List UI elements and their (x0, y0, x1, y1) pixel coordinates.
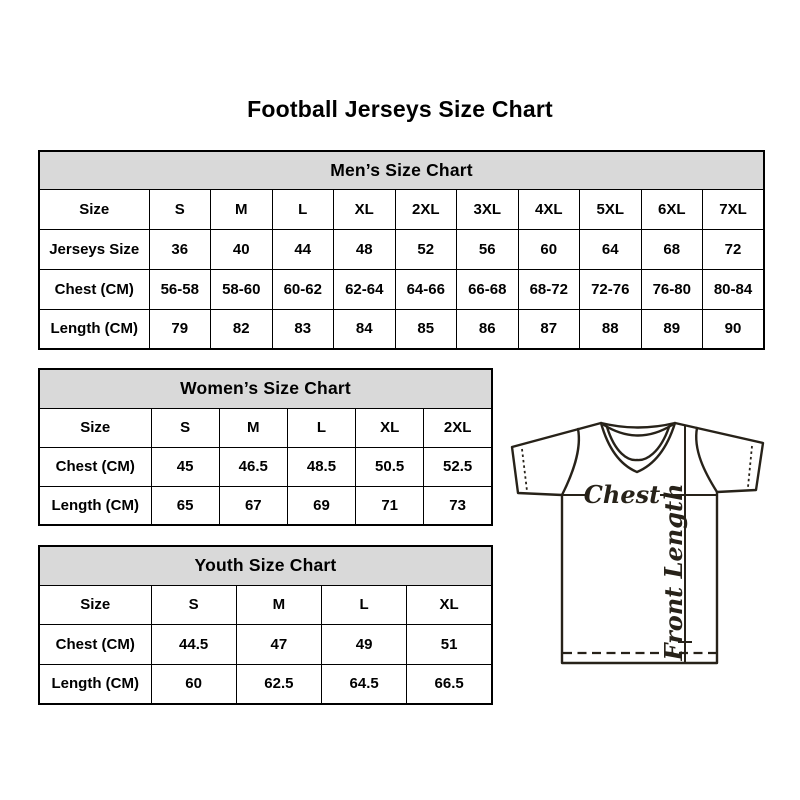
size-cell: 71 (356, 486, 424, 525)
row-label: Size (39, 585, 151, 625)
size-cell: 72 (703, 229, 765, 269)
table-row (39, 229, 764, 269)
size-cell: S (151, 585, 236, 625)
table-row (39, 269, 764, 309)
size-cell: 88 (580, 309, 642, 349)
table-row (39, 625, 492, 665)
size-cell: 84 (334, 309, 396, 349)
size-cell: XL (356, 408, 424, 447)
size-cell: 72-76 (580, 269, 642, 309)
size-cell: 52.5 (424, 447, 492, 486)
size-cell: 48.5 (287, 447, 355, 486)
size-cell: 44 (272, 229, 334, 269)
size-cell: 66.5 (407, 664, 492, 704)
size-cell: 5XL (580, 189, 642, 229)
size-cell: 52 (395, 229, 457, 269)
table-row (39, 585, 492, 625)
size-cell: M (236, 585, 321, 625)
table-row (39, 189, 764, 229)
size-cell: 56-58 (149, 269, 211, 309)
size-cell: 87 (518, 309, 580, 349)
size-cell: M (219, 408, 287, 447)
size-cell: 50.5 (356, 447, 424, 486)
size-cell: 83 (272, 309, 334, 349)
size-cell: 90 (703, 309, 765, 349)
size-cell: L (322, 585, 407, 625)
size-cell: 89 (641, 309, 703, 349)
womens-size-table (38, 368, 493, 526)
men-table-title: Men’s Size Chart (39, 151, 764, 189)
size-cell: 60 (151, 664, 236, 704)
size-cell: 65 (151, 486, 219, 525)
mens-size-table (38, 150, 765, 350)
size-cell: 79 (149, 309, 211, 349)
row-label: Chest (CM) (39, 269, 149, 309)
youth-size-table (38, 545, 493, 705)
size-cell: 68-72 (518, 269, 580, 309)
size-cell: M (211, 189, 273, 229)
table-row (39, 447, 492, 486)
size-cell: L (272, 189, 334, 229)
size-cell: 6XL (641, 189, 703, 229)
size-cell: 47 (236, 625, 321, 665)
size-cell: 64 (580, 229, 642, 269)
size-cell: 56 (457, 229, 519, 269)
table-row (39, 486, 492, 525)
size-cell: 36 (149, 229, 211, 269)
size-cell: 64.5 (322, 664, 407, 704)
size-cell: 80-84 (703, 269, 765, 309)
size-cell: 44.5 (151, 625, 236, 665)
youth-table-title: Youth Size Chart (39, 546, 492, 585)
jersey-outline-icon (512, 423, 763, 663)
size-cell: 4XL (518, 189, 580, 229)
size-cell: 60-62 (272, 269, 334, 309)
front-length-label: Front Length (659, 483, 688, 661)
table-row (39, 664, 492, 704)
size-cell: 68 (641, 229, 703, 269)
size-cell: 62-64 (334, 269, 396, 309)
jersey-measurement-diagram (500, 415, 775, 675)
size-cell: S (151, 408, 219, 447)
size-cell: 48 (334, 229, 396, 269)
size-cell: 46.5 (219, 447, 287, 486)
size-cell: 51 (407, 625, 492, 665)
size-cell: 3XL (457, 189, 519, 229)
size-cell: 82 (211, 309, 273, 349)
row-label: Length (CM) (39, 486, 151, 525)
size-cell: 40 (211, 229, 273, 269)
size-cell: 60 (518, 229, 580, 269)
size-cell: 64-66 (395, 269, 457, 309)
size-cell: 67 (219, 486, 287, 525)
size-cell: 69 (287, 486, 355, 525)
size-cell: 66-68 (457, 269, 519, 309)
size-cell: 85 (395, 309, 457, 349)
row-label: Length (CM) (39, 664, 151, 704)
page-title: Football Jerseys Size Chart (247, 96, 553, 122)
size-cell: XL (407, 585, 492, 625)
size-cell: 2XL (424, 408, 492, 447)
row-label: Chest (CM) (39, 625, 151, 665)
row-label: Size (39, 408, 151, 447)
size-cell: 73 (424, 486, 492, 525)
size-cell: L (287, 408, 355, 447)
size-cell: 62.5 (236, 664, 321, 704)
table-row (39, 408, 492, 447)
row-label: Size (39, 189, 149, 229)
size-cell: 45 (151, 447, 219, 486)
chest-label: Chest (583, 480, 661, 509)
row-label: Jerseys Size (39, 229, 149, 269)
women-table-title: Women’s Size Chart (39, 369, 492, 408)
size-cell: 2XL (395, 189, 457, 229)
table-row (39, 309, 764, 349)
row-label: Length (CM) (39, 309, 149, 349)
row-label: Chest (CM) (39, 447, 151, 486)
size-cell: 7XL (703, 189, 765, 229)
size-cell: S (149, 189, 211, 229)
size-cell: 49 (322, 625, 407, 665)
size-cell: XL (334, 189, 396, 229)
size-cell: 58-60 (211, 269, 273, 309)
size-cell: 76-80 (641, 269, 703, 309)
size-cell: 86 (457, 309, 519, 349)
